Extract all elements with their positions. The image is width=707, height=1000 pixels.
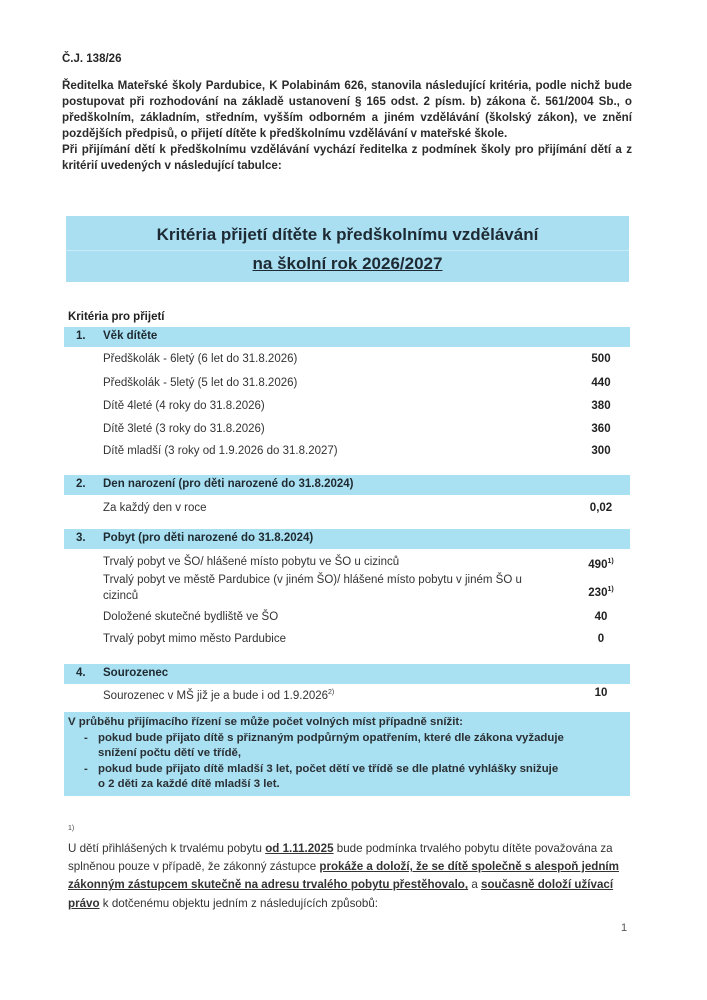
section-header-birthday xyxy=(64,475,630,495)
criteria-text: Dítě 3leté (3 roky do 31.8.2026) xyxy=(103,423,265,435)
criteria-row xyxy=(103,609,608,625)
page-number: 1 xyxy=(621,922,628,934)
footnote-part: bude podmínka trvalého pobytu dítěte považována za splněnou pouze v případě, že zákonný zástupce xyxy=(68,842,613,874)
footnote-mark: 1) xyxy=(68,825,75,832)
footnote-emphasis: současně doloží užívací právo xyxy=(68,878,614,910)
notice-bullet-2-line-2: o 2 děti za každé dítě mladší 3 let. xyxy=(98,778,280,790)
notice-box xyxy=(64,712,630,796)
criteria-text: Doložené skutečné bydliště ve ŠO xyxy=(103,611,279,623)
bullet-dash: - xyxy=(84,763,88,775)
section-label: Věk dítěte xyxy=(103,330,158,342)
title-divider xyxy=(66,250,629,251)
criteria-points: 0,02 xyxy=(589,502,613,514)
criteria-points: 490 xyxy=(588,558,608,571)
notice-heading: V průběhu přijímacího řízení se může počet volných míst případně snížit: xyxy=(68,716,463,728)
footnote-emphasis: prokáže a doloží, že se dítě společně s alespoň jedním zákonným zástupcem skutečně na adresu trvalého pobytu přestěhovalo, xyxy=(68,860,619,892)
criteria-row xyxy=(103,443,611,459)
title-line-2: na školní rok 2026/2027 xyxy=(252,254,443,273)
criteria-text-cell xyxy=(103,685,523,704)
section-label: Pobyt (pro děti narozené do 31.8.2024) xyxy=(103,532,314,544)
section-label: Sourozenec xyxy=(103,667,169,679)
criteria-text: Trvalý pobyt ve městě Pardubice (v jiném ŠO)/ hlášené místo pobytu v jiném ŠO u cizinců xyxy=(103,574,522,602)
section-number: 3. xyxy=(76,532,86,544)
criteria-row xyxy=(103,631,603,647)
criteria-row xyxy=(103,398,611,414)
criteria-text: Za každý den v roce xyxy=(103,502,207,514)
criteria-text: Trvalý pobyt ve ŠO/ hlášené místo pobytu ve ŠO u cizinců xyxy=(103,556,400,568)
intro-paragraph-2: Při přijímání dětí k předškolnímu vzdělávání vychází ředitelka z podmínek školy pro přijímání dětí a z kritérií uvedených v následující tabulce: xyxy=(62,143,632,172)
criteria-row xyxy=(103,572,614,604)
criteria-row xyxy=(103,685,608,704)
section-header-age xyxy=(64,327,630,347)
criteria-text: Předškolák - 6letý (6 let do 31.8.2026) xyxy=(103,353,298,365)
notice-bullet-1-line-1: pokud bude přijato dítě s přiznaným podpůrným opatřením, které dle zákona vyžaduje xyxy=(98,732,564,744)
criteria-row xyxy=(103,500,613,516)
footnote-text xyxy=(68,840,628,913)
criteria-points: 230 xyxy=(588,586,608,599)
bullet-dash: - xyxy=(84,732,88,744)
notice-bullet-1-line-2: snížení počtu dětí ve třídě, xyxy=(98,747,242,759)
criteria-row xyxy=(103,421,611,437)
footnote-ref: 1) xyxy=(607,586,614,593)
section-number: 2. xyxy=(76,478,86,490)
criteria-points: 300 xyxy=(591,445,611,457)
criteria-points: 440 xyxy=(591,377,611,389)
section-label: Den narození (pro děti narozené do 31.8.2024) xyxy=(103,478,354,490)
criteria-text: Dítě 4leté (4 roky do 31.8.2026) xyxy=(103,400,265,412)
criteria-points: 0 xyxy=(597,633,605,645)
criteria-text: Trvalý pobyt mimo město Pardubice xyxy=(103,633,287,645)
title-banner xyxy=(66,216,629,282)
criteria-points: 500 xyxy=(591,353,611,365)
footnote-part: a xyxy=(468,878,481,892)
section-number: 4. xyxy=(76,667,86,679)
criteria-text: Předškolák - 5letý (5 let do 31.8.2026) xyxy=(103,377,298,389)
criteria-points-cell xyxy=(573,582,629,601)
section-header-sibling xyxy=(64,664,630,684)
criteria-points: 10 xyxy=(594,687,608,699)
reference-number: Č.J. 138/26 xyxy=(62,53,122,65)
title-line-1: Kritéria přijetí dítěte k předškolnímu vzdělávání xyxy=(156,225,539,244)
section-number: 1. xyxy=(76,330,86,342)
criteria-points: 360 xyxy=(591,423,611,435)
criteria-label: Kritéria pro přijetí xyxy=(68,311,165,323)
footnote-ref: 1) xyxy=(607,558,614,565)
section-header-residence xyxy=(64,529,630,549)
criteria-points-cell xyxy=(573,554,629,573)
criteria-points: 380 xyxy=(591,400,611,412)
criteria-row xyxy=(103,351,611,367)
criteria-row xyxy=(103,554,614,571)
intro-paragraph-1: Ředitelka Mateřské školy Pardubice, K Polabinám 626, stanovila následující kritéria, podle nichž bude postupovat při rozhodování na základě ustanovení § 165 odst. 2 písm. b) zákona č. 561/2004 Sb., o předškolním, základním, středním, vyšším odborném a jiném vzdělávání (školský zákon), ve znění pozdějších předpisů, o přijetí dítěte k předškolnímu vzdělávání v mateřské škole. xyxy=(62,79,632,140)
notice-bullet-2-line-1: pokud bude přijato dítě mladší 3 let, počet dětí ve třídě se dle platné vyhlášky snižuje xyxy=(98,763,559,775)
footnote-emphasis: od 1.11.2025 xyxy=(265,842,334,855)
footnote-part: k dotčenému objektu jedním z následujících způsobů: xyxy=(99,896,378,910)
criteria-points: 40 xyxy=(594,611,608,623)
criteria-text: Sourozenec v MŠ již je a bude i od 1.9.2026 xyxy=(103,689,329,702)
footnote-part: U dětí přihlášených k trvalému pobytu xyxy=(68,842,266,855)
criteria-row xyxy=(103,375,611,391)
footnote-ref: 2) xyxy=(328,689,335,696)
criteria-text: Dítě mladší (3 roky od 1.9.2026 do 31.8.2027) xyxy=(103,445,338,457)
intro-text xyxy=(62,78,632,174)
